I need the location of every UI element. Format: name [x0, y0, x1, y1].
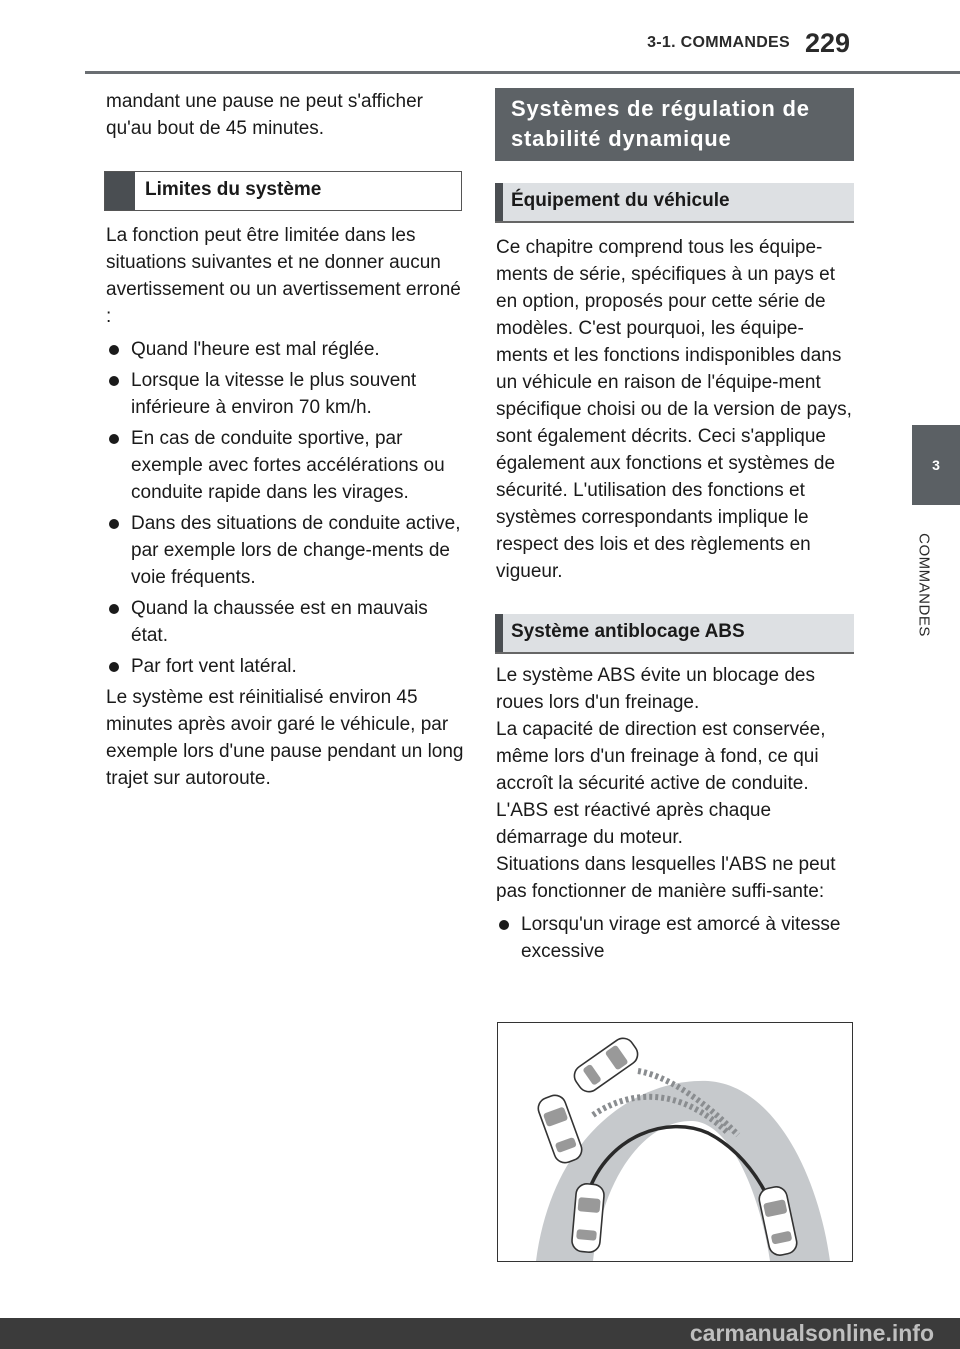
- abs-paragraph: L'ABS est réactivé après chaque démarrage du moteur.: [496, 800, 772, 848]
- chapter-side-label-text: COMMANDES: [915, 533, 933, 637]
- list-item-text: Quand la chaussée est en mauvais état.: [131, 598, 428, 646]
- heading-limites-text: Limites du système: [145, 179, 322, 200]
- list-item-text: Dans des situations de conduite active, par exemple lors de change-ments de voie fréquents.: [131, 513, 461, 588]
- heading-equipement-text: Équipement du véhicule: [511, 190, 730, 211]
- bullet-icon: [109, 434, 119, 444]
- heading-marker: [495, 183, 503, 221]
- curve-illustration-svg: [498, 1023, 852, 1261]
- left-body: [106, 222, 464, 792]
- intro-text: mandant une pause ne peut s'afficher qu'au bout de 45 minutes.: [106, 91, 424, 139]
- heading-equipement: [495, 183, 854, 223]
- section-title: 3-1. COMMANDES: [647, 34, 790, 51]
- equipement-text: Ce chapitre comprend tous les équipe-ments de série, spécifiques à un pays et en option, proposés pour cette série de modèles. C'est pourquoi, les équipe-ments et les fonctions indisponibles dans un véhicule en raison de l'équipe-ment spécifique choisi ou de la version de pays, sont également décrits. Ceci s'applique également aux fonctions et systèmes de sécurité. L'utilisation des fonctions et systèmes correspondants implique le respect des lois et des règlements en vigueur.: [496, 237, 852, 582]
- list-item: [106, 336, 464, 363]
- section-heading-stability-text: Systèmes de régulation de stabilité dynamique: [511, 96, 810, 151]
- left-intro: [106, 88, 464, 142]
- bullet-icon: [109, 376, 119, 386]
- heading-marker: [495, 614, 503, 652]
- list-item-text: En cas de conduite sportive, par exemple avec fortes accélérations ou conduite rapide dans les virages.: [131, 428, 445, 503]
- list-item: [106, 510, 464, 591]
- list-item: [106, 425, 464, 506]
- car-sliding-icon: [570, 1034, 642, 1096]
- chapter-side-label: [904, 520, 944, 650]
- car-skidding-icon: [535, 1092, 585, 1165]
- watermark-text: carmanualsonline.info: [689, 1320, 934, 1346]
- curve-illustration: [497, 1022, 853, 1262]
- reset-text: Le système est réinitialisé environ 45 minutes après avoir garé le véhicule, par exemple lors d'une pause pendant un long trajet sur autoroute.: [106, 687, 464, 789]
- abs-paragraph: La capacité de direction est conservée, même lors d'un freinage à fond, ce qui accroît la sécurité active de conduite.: [496, 719, 826, 794]
- list-item-text: Lorsqu'un virage est amorcé à vitesse excessive: [521, 914, 841, 962]
- list-item: [496, 911, 854, 965]
- list-item: [106, 595, 464, 649]
- section-heading-stability: [495, 88, 854, 161]
- bullet-icon: [109, 662, 119, 672]
- watermark-bar: [0, 1318, 960, 1349]
- header-rule: [85, 71, 960, 74]
- bullet-icon: [499, 920, 509, 930]
- list-item-text: Quand l'heure est mal réglée.: [131, 339, 380, 360]
- list-item: [106, 653, 464, 680]
- abs-paragraph: Le système ABS évite un blocage des roues lors d'un freinage.: [496, 665, 815, 713]
- list-item: [106, 367, 464, 421]
- heading-abs-text: Système antiblocage ABS: [511, 621, 745, 642]
- bullet-icon: [109, 345, 119, 355]
- abs-body: [496, 662, 854, 969]
- heading-limites: [104, 171, 462, 211]
- chapter-tab: 3: [912, 425, 960, 505]
- equipement-body: [496, 234, 854, 585]
- list-item-text: Par fort vent latéral.: [131, 656, 297, 677]
- bullet-icon: [109, 604, 119, 614]
- heading-abs: [495, 614, 854, 654]
- page-number: 229: [805, 28, 851, 58]
- heading-marker: [105, 172, 135, 210]
- bullet-icon: [109, 519, 119, 529]
- limits-lead: La fonction peut être limitée dans les situations suivantes et ne donner aucun avertissement ou un avertissement erroné :: [106, 225, 461, 327]
- car-start-icon: [571, 1183, 605, 1253]
- abs-paragraph: Situations dans lesquelles l'ABS ne peut pas fonctionner de manière suffi-sante:: [496, 854, 836, 902]
- list-item-text: Lorsque la vitesse le plus souvent inférieure à environ 70 km/h.: [131, 370, 417, 418]
